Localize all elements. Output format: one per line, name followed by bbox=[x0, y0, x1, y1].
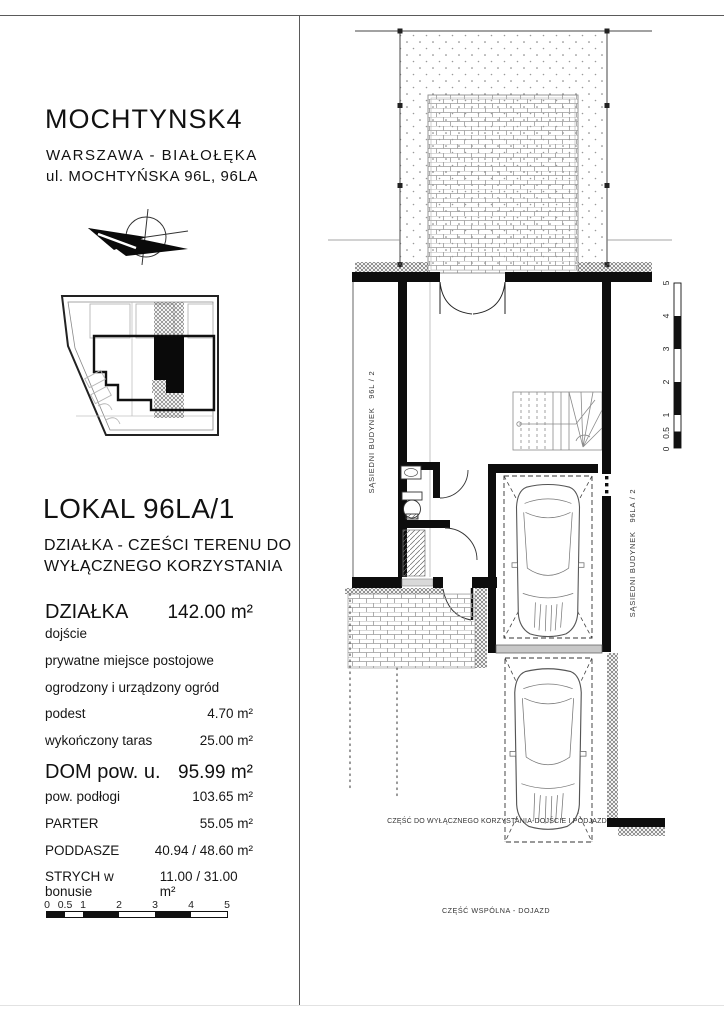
house-row bbox=[45, 789, 253, 816]
house-row-value: 55.05 m² bbox=[199, 815, 253, 831]
horizontal-scale-bar bbox=[46, 899, 228, 919]
plot-row bbox=[45, 706, 253, 733]
stairs bbox=[513, 392, 602, 450]
house-row-label: STRYCH w bonusie bbox=[45, 869, 114, 900]
scale-tick: 4 bbox=[188, 899, 194, 911]
plot-row-label: prywatne miejsce postojowe bbox=[45, 652, 214, 668]
plot-row-label: ogrodzony i urządzony ogród bbox=[45, 679, 220, 695]
house-rows bbox=[45, 789, 253, 900]
house-row-label: pow. podłogi bbox=[45, 789, 121, 804]
vscale-tick: 3 bbox=[661, 346, 671, 352]
vscale-tick: 0 bbox=[661, 446, 671, 452]
project-address: ul. MOCHTYŃSKA 96L, 96LA bbox=[46, 168, 258, 185]
right-party-wall bbox=[602, 282, 611, 652]
car-on-driveway bbox=[510, 669, 586, 830]
plot-row bbox=[45, 653, 253, 680]
scale-tick: 3 bbox=[152, 899, 158, 911]
vscale-tick: 1 bbox=[661, 412, 671, 418]
unit-subtitle-line2: WYŁĄCZNEGO KORZYSTANIA bbox=[44, 558, 283, 575]
plot-row bbox=[45, 626, 253, 653]
house-row-label: PARTER bbox=[45, 815, 99, 831]
garage-door bbox=[496, 645, 602, 653]
house-heading-row bbox=[45, 761, 253, 784]
vertical-scale-bar bbox=[661, 280, 681, 451]
vscale-tick: 4 bbox=[661, 313, 671, 319]
plot-row-label: dojście bbox=[45, 626, 88, 641]
scale-tick: 1 bbox=[80, 899, 86, 911]
unit-title: LOKAL 96LA/1 bbox=[43, 493, 235, 524]
garage bbox=[488, 464, 602, 653]
house-row bbox=[45, 816, 253, 843]
right-boundary-fence bbox=[607, 653, 665, 836]
vscale-tick: 5 bbox=[661, 280, 671, 286]
plot-rows bbox=[45, 626, 253, 760]
north-arrow-icon bbox=[84, 206, 196, 268]
plot-row-label: podest bbox=[45, 706, 86, 722]
floor-plan-drawing bbox=[300, 0, 724, 1024]
plot-row bbox=[45, 680, 253, 707]
left-neighbor-label: SĄSIEDNI BUDYNEK 96L / 2 bbox=[367, 370, 376, 494]
common-area-label: CZĘŚĆ WSPÓLNA - DOJAZD bbox=[441, 906, 551, 915]
info-panel bbox=[0, 0, 300, 1024]
plot-row-label: wykończony taras bbox=[45, 733, 153, 749]
plot-heading-row bbox=[45, 601, 253, 624]
car-in-garage bbox=[512, 485, 584, 637]
house-heading: DOM pow. u. bbox=[45, 761, 161, 783]
site-plan-thumbnail bbox=[56, 288, 224, 440]
house-row-label: PODDASZE bbox=[45, 842, 120, 858]
plot-row-value: 4.70 m² bbox=[207, 706, 253, 722]
scale-tick: 5 bbox=[224, 899, 230, 911]
right-neighbor-label: SĄSIEDNI BUDYNEK 96LA / 2 bbox=[628, 488, 637, 618]
house-area-value: 95.99 m² bbox=[178, 762, 253, 783]
exclusive-area-label: CZĘŚĆ DO WYŁĄCZNEGO KORZYSTANIA-DOJŚCIE I PODJAZD bbox=[387, 818, 607, 825]
vscale-tick: 2 bbox=[661, 379, 671, 385]
radiator bbox=[403, 530, 425, 576]
plot-row bbox=[45, 733, 253, 760]
project-location: WARSZAWA - BIAŁOŁĘKA bbox=[46, 147, 258, 164]
plot-area-value: 142.00 m² bbox=[167, 602, 253, 623]
sink-icon bbox=[401, 466, 421, 479]
house-row bbox=[45, 869, 253, 900]
house-row-value: 11.00 / 31.00 m² bbox=[159, 869, 238, 900]
terrace bbox=[348, 588, 487, 668]
scale-bar-segments bbox=[46, 911, 228, 918]
project-title: MOCHTYNSK4 bbox=[45, 104, 243, 134]
vscale-tick: 0.5 bbox=[661, 427, 671, 439]
scale-tick: 0 bbox=[44, 899, 50, 911]
scale-tick: 0.5 bbox=[57, 899, 73, 911]
plot-row-value: 25.00 m² bbox=[199, 733, 253, 749]
house-row-value: 40.94 / 48.60 m² bbox=[154, 842, 253, 858]
house-row-value: 103.65 m² bbox=[192, 789, 253, 804]
unit-subtitle-line1: DZIAŁKA - CZEŚCI TERENU DO bbox=[44, 537, 292, 554]
outdoor-parking bbox=[505, 658, 592, 842]
plot-heading: DZIAŁKA bbox=[45, 601, 129, 623]
house-row bbox=[45, 843, 253, 870]
garden-terrace-paving bbox=[428, 95, 578, 273]
scale-tick: 2 bbox=[116, 899, 122, 911]
